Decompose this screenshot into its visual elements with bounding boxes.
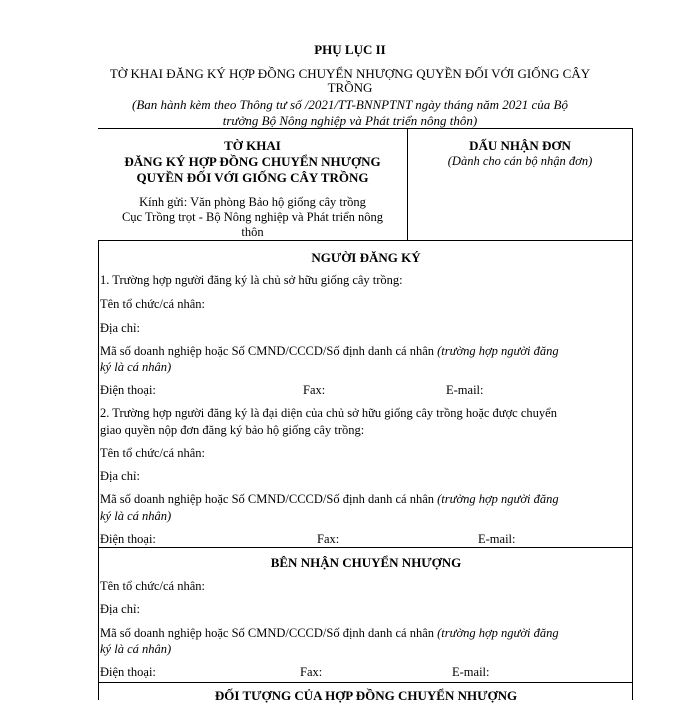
recipient-line-1: Kính gửi: Văn phòng Bảo hộ giống cây trồng xyxy=(139,195,366,209)
case1-name-label: Tên tổ chức/cá nhân: xyxy=(100,297,205,311)
registrant-case2-line2: giao quyền nộp đơn đăng ký bảo hộ giống cây trồng: xyxy=(100,423,365,437)
case1-email-label: E-mail: xyxy=(446,383,484,397)
stamp-box-note: (Dành cho cán bộ nhận đơn) xyxy=(447,154,593,168)
frame-right-line xyxy=(632,128,633,700)
transferee-fax-label: Fax: xyxy=(300,665,323,679)
document-subtitle-line1: (Ban hành kèm theo Thông tư số /2021/TT-BNNPTNT ngày tháng năm 2021 của Bộ xyxy=(132,97,568,112)
case2-name-label: Tên tổ chức/cá nhân: xyxy=(100,446,205,460)
case2-fax-label: Fax: xyxy=(317,532,340,546)
case2-address-label: Địa chỉ: xyxy=(100,469,140,483)
case1-id-label xyxy=(100,343,620,360)
transferee-id-prefix: Mã số doanh nghiệp hoặc Số CMND/CCCD/Số định danh cá nhân xyxy=(100,626,438,640)
form-title-1: TỜ KHAI xyxy=(224,138,281,153)
transferee-name-label: Tên tổ chức/cá nhân: xyxy=(100,579,205,593)
frame-header-bottom-line xyxy=(98,240,633,241)
case2-phone-label: Điện thoại: xyxy=(100,532,156,546)
registrant-heading: NGƯỜI ĐĂNG KÝ xyxy=(311,250,421,265)
transferee-id-note-a: (trường hợp người đăng xyxy=(437,626,559,640)
case1-phone-label: Điện thoại: xyxy=(100,383,156,397)
case2-id-note-a: (trường hợp người đăng xyxy=(437,492,559,506)
case2-id-label xyxy=(100,491,620,508)
stamp-box-title: DẤU NHẬN ĐƠN xyxy=(469,138,571,153)
case2-email-label: E-mail: xyxy=(478,532,516,546)
case1-id-prefix: Mã số doanh nghiệp hoặc Số CMND/CCCD/Số định danh cá nhân xyxy=(100,344,438,358)
contract-object-heading: ĐỐI TƯỢNG CỦA HỢP ĐỒNG CHUYỂN NHƯỢNG xyxy=(214,688,518,703)
transferee-id-label xyxy=(100,625,620,642)
document-title-line2: TRỒNG xyxy=(327,80,373,95)
form-title-2: ĐĂNG KÝ HỢP ĐỒNG CHUYỂN NHƯỢNG xyxy=(124,154,381,169)
case1-id-note-a: (trường hợp người đăng xyxy=(437,344,559,358)
case1-fax-label: Fax: xyxy=(303,383,326,397)
section-divider-transferee xyxy=(98,547,633,548)
appendix-label: PHỤ LỤC II xyxy=(314,42,386,57)
transferee-heading: BÊN NHẬN CHUYỂN NHƯỢNG xyxy=(270,555,462,570)
case2-id-note-b: ký là cá nhân) xyxy=(100,509,172,523)
recipient-line-2: Cục Trồng trọt - Bộ Nông nghiệp và Phát triển nông xyxy=(121,210,384,224)
case2-id-prefix: Mã số doanh nghiệp hoặc Số CMND/CCCD/Số định danh cá nhân xyxy=(100,492,438,506)
recipient-line-3: thôn xyxy=(241,225,264,239)
form-title-3: QUYỀN ĐỐI VỚI GIỐNG CÂY TRỒNG xyxy=(136,170,369,185)
registrant-case2-line1: 2. Trường hợp người đăng ký là đại diện của chủ sở hữu giống cây trồng hoặc được chuyển xyxy=(100,406,557,420)
frame-left-line xyxy=(98,240,99,700)
section-divider-object xyxy=(98,682,633,683)
transferee-address-label: Địa chỉ: xyxy=(100,602,140,616)
case1-address-label: Địa chỉ: xyxy=(100,321,140,335)
frame-top-line xyxy=(98,128,633,129)
document-title-line1: TỜ KHAI ĐĂNG KÝ HỢP ĐỒNG CHUYỂN NHƯỢNG QUYỀN ĐỐI VỚI GIỐNG CÂY xyxy=(109,66,591,81)
transferee-phone-label: Điện thoại: xyxy=(100,665,156,679)
case1-id-note-b: ký là cá nhân) xyxy=(100,360,172,374)
registrant-case1-label: 1. Trường hợp người đăng ký là chủ sở hữu giống cây trồng: xyxy=(100,273,403,287)
transferee-id-note-b: ký là cá nhân) xyxy=(100,642,172,656)
document-subtitle-line2: trưởng Bộ Nông nghiệp và Phát triển nông thôn) xyxy=(222,113,478,128)
transferee-email-label: E-mail: xyxy=(452,665,490,679)
